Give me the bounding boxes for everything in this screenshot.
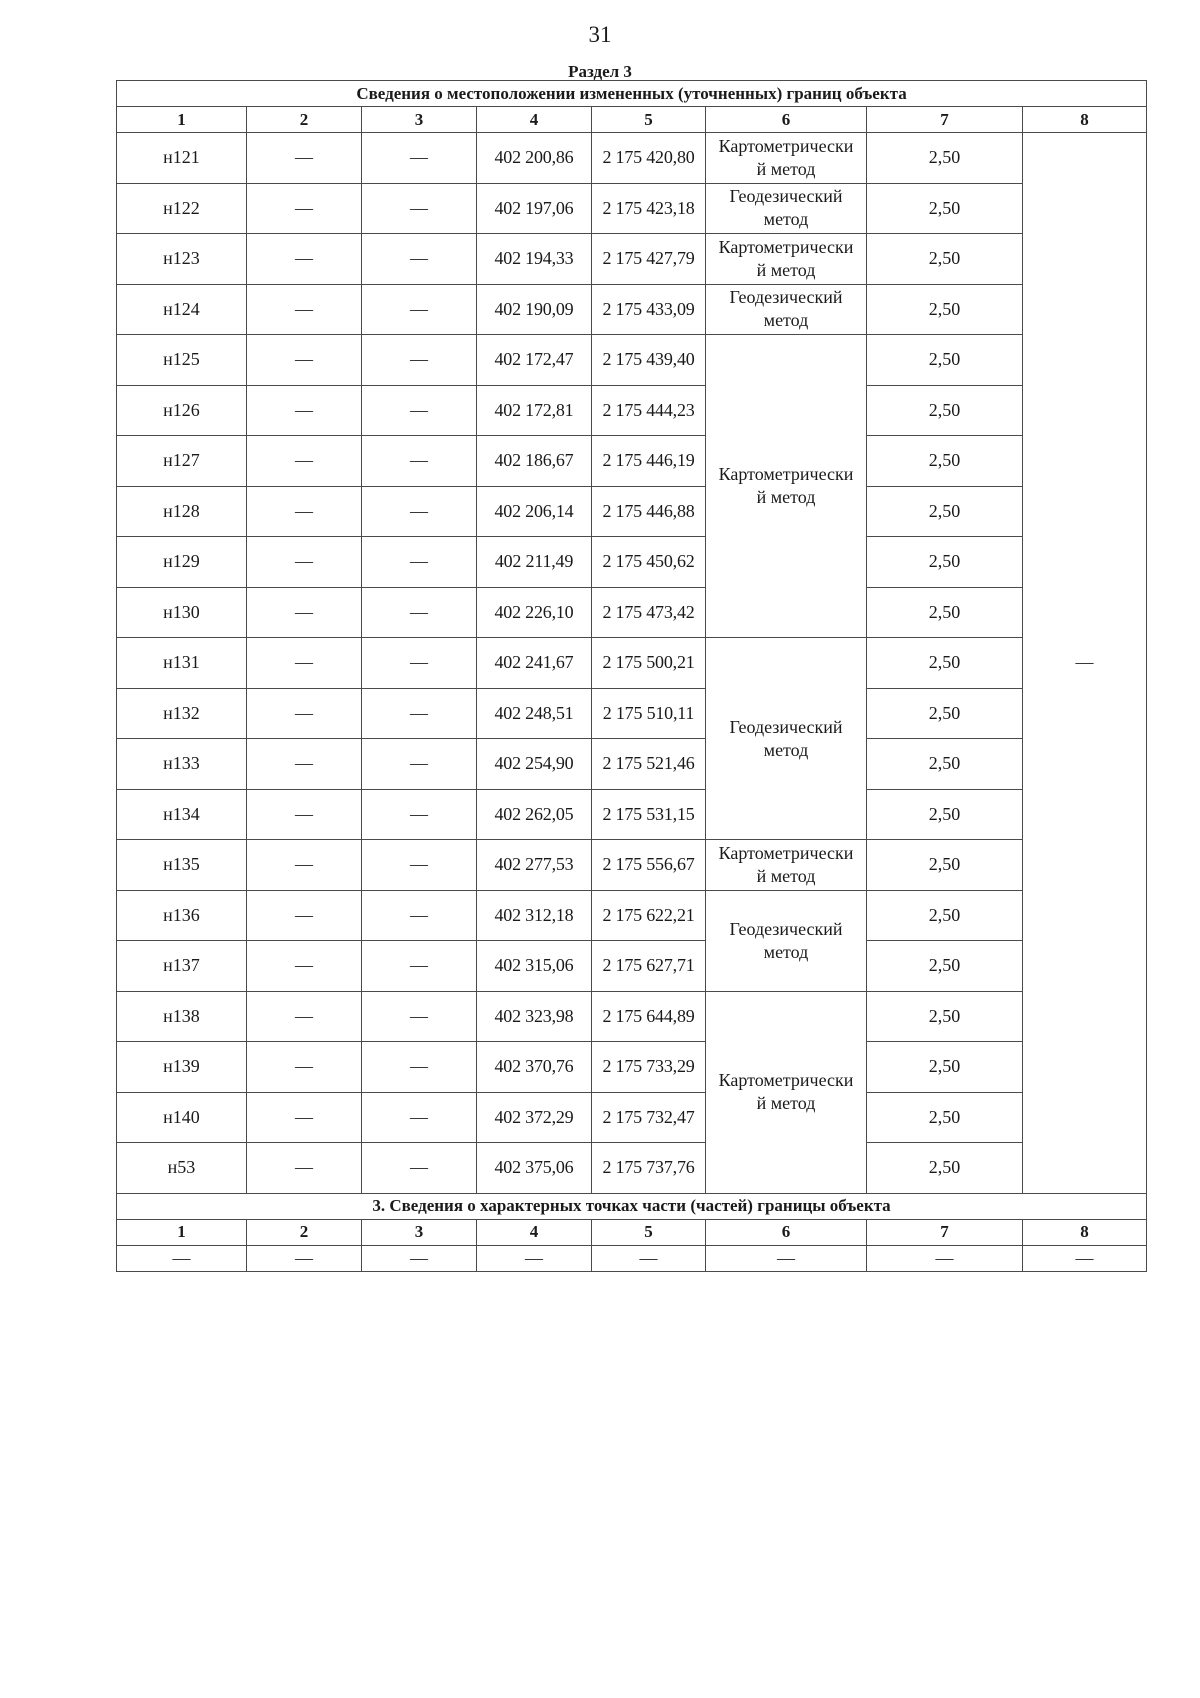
x-coordinate: 402 172,81 [477,385,592,436]
accuracy-value: 2,50 [867,789,1023,840]
point-name: н139 [117,1042,247,1093]
table-row [117,486,1147,537]
column-3-value: — [362,284,477,335]
accuracy-value: 2,50 [867,335,1023,386]
point-name: н53 [117,1143,247,1194]
y-coordinate: 2 175 737,76 [592,1143,706,1194]
method-line-2: метод [763,209,809,230]
empty-cell: — [592,1245,706,1271]
y-coordinate: 2 175 439,40 [592,335,706,386]
determination-method [706,335,867,638]
x-coordinate: 402 262,05 [477,789,592,840]
accuracy-value: 2,50 [867,284,1023,335]
accuracy-value: 2,50 [867,183,1023,234]
x-coordinate: 402 277,53 [477,840,592,891]
point-name: н125 [117,335,247,386]
table-row [117,638,1147,689]
y-coordinate: 2 175 450,62 [592,537,706,588]
y-coordinate: 2 175 510,11 [592,688,706,739]
y-coordinate: 2 175 521,46 [592,739,706,790]
x-coordinate: 402 190,09 [477,284,592,335]
accuracy-value: 2,50 [867,385,1023,436]
x-coordinate: 402 241,67 [477,638,592,689]
y-coordinate: 2 175 733,29 [592,1042,706,1093]
method-line-2: й метод [756,865,816,886]
column-3-value: — [362,486,477,537]
determination-method [706,638,867,840]
column-2-value: — [247,537,362,588]
y-coordinate: 2 175 473,42 [592,587,706,638]
accuracy-value: 2,50 [867,587,1023,638]
x-coordinate: 402 200,86 [477,133,592,184]
column-3-value: — [362,587,477,638]
column-number: 5 [592,1219,706,1245]
x-coordinate: 402 312,18 [477,890,592,941]
x-coordinate: 402 323,98 [477,991,592,1042]
column-3-value: — [362,890,477,941]
column-8-value: — [1023,133,1147,1194]
point-name: н136 [117,890,247,941]
column-3-value: — [362,133,477,184]
column-number: 6 [706,1219,867,1245]
table-row [117,537,1147,588]
empty-cell: — [1023,1245,1147,1271]
point-name: н132 [117,688,247,739]
point-name: н126 [117,385,247,436]
accuracy-value: 2,50 [867,941,1023,992]
point-name: н121 [117,133,247,184]
y-coordinate: 2 175 420,80 [592,133,706,184]
y-coordinate: 2 175 446,88 [592,486,706,537]
empty-cell: — [867,1245,1023,1271]
method-line-1: Геодезический [729,287,843,308]
column-3-value: — [362,436,477,487]
column-number: 7 [867,107,1023,133]
column-number: 3 [362,107,477,133]
empty-cell: — [247,1245,362,1271]
accuracy-value: 2,50 [867,739,1023,790]
method-line-2: й метод [756,259,816,280]
y-coordinate: 2 175 531,15 [592,789,706,840]
empty-cell: — [362,1245,477,1271]
y-coordinate: 2 175 444,23 [592,385,706,436]
column-3-value: — [362,1092,477,1143]
column-number: 6 [706,107,867,133]
determination-method [706,133,867,184]
table-row [117,234,1147,285]
section-title: Раздел 3 [568,62,632,81]
point-name: н135 [117,840,247,891]
column-3-value: — [362,537,477,588]
table-row [117,688,1147,739]
table-row [117,335,1147,386]
column-3-value: — [362,739,477,790]
point-name: н124 [117,284,247,335]
column-number: 4 [477,107,592,133]
method-line-1: Картометрически [718,1070,854,1090]
method-line-2: метод [763,941,809,962]
point-name: н127 [117,436,247,487]
table-row [117,1143,1147,1194]
x-coordinate: 402 372,29 [477,1092,592,1143]
point-name: н131 [117,638,247,689]
accuracy-value: 2,50 [867,991,1023,1042]
x-coordinate: 402 375,06 [477,1143,592,1194]
column-3-value: — [362,385,477,436]
column-number: 2 [247,1219,362,1245]
column-number-row [117,107,1147,133]
method-line-1: Геодезический [729,918,843,939]
column-2-value: — [247,234,362,285]
table-row [117,941,1147,992]
column-3-value: — [362,234,477,285]
page-number: 31 [588,22,612,47]
column-2-value: — [247,335,362,386]
table-row [117,789,1147,840]
x-coordinate: 402 194,33 [477,234,592,285]
table-row [117,133,1147,184]
point-name: н129 [117,537,247,588]
y-coordinate: 2 175 423,18 [592,183,706,234]
column-3-value: — [362,183,477,234]
method-line-1: Картометрически [718,236,854,257]
accuracy-value: 2,50 [867,436,1023,487]
point-name: н122 [117,183,247,234]
table-row [117,991,1147,1042]
x-coordinate: 402 211,49 [477,537,592,588]
table-row [117,840,1147,891]
column-3-value: — [362,1042,477,1093]
column-number: 1 [117,107,247,133]
method-line-2: й метод [756,487,816,507]
accuracy-value: 2,50 [867,688,1023,739]
x-coordinate: 402 370,76 [477,1042,592,1093]
point-name: н138 [117,991,247,1042]
column-number: 7 [867,1219,1023,1245]
y-coordinate: 2 175 446,19 [592,436,706,487]
empty-cell: — [477,1245,592,1271]
section3-title: 3. Сведения о характерных точках части (частей) границы объекта [117,1193,1147,1219]
column-2-value: — [247,183,362,234]
accuracy-value: 2,50 [867,234,1023,285]
column-2-value: — [247,436,362,487]
determination-method [706,991,867,1193]
table-row [117,183,1147,234]
column-2-value: — [247,1092,362,1143]
y-coordinate: 2 175 433,09 [592,284,706,335]
section3-column-number-row [117,1219,1147,1245]
y-coordinate: 2 175 644,89 [592,991,706,1042]
method-line-2: й метод [756,1093,816,1113]
x-coordinate: 402 186,67 [477,436,592,487]
y-coordinate: 2 175 427,79 [592,234,706,285]
y-coordinate: 2 175 556,67 [592,840,706,891]
table-row [117,1092,1147,1143]
method-line-2: метод [763,310,809,331]
determination-method [706,840,867,891]
column-number: 2 [247,107,362,133]
column-3-value: — [362,789,477,840]
column-number: 3 [362,1219,477,1245]
column-2-value: — [247,1143,362,1194]
point-name: н134 [117,789,247,840]
method-line-2: й метод [756,158,816,179]
column-2-value: — [247,890,362,941]
column-2-value: — [247,739,362,790]
method-line-1: Геодезический [729,716,843,737]
y-coordinate: 2 175 627,71 [592,941,706,992]
x-coordinate: 402 206,14 [477,486,592,537]
column-3-value: — [362,991,477,1042]
x-coordinate: 402 254,90 [477,739,592,790]
column-2-value: — [247,385,362,436]
accuracy-value: 2,50 [867,890,1023,941]
x-coordinate: 402 315,06 [477,941,592,992]
empty-cell: — [706,1245,867,1271]
table-row [117,385,1147,436]
column-3-value: — [362,941,477,992]
column-3-value: — [362,840,477,891]
method-line-2: метод [763,739,809,760]
table-title: Сведения о местоположении измененных (уточненных) границ объекта [117,81,1147,107]
column-3-value: — [362,335,477,386]
determination-method [706,284,867,335]
column-2-value: — [247,941,362,992]
column-number: 8 [1023,1219,1147,1245]
table-row [117,1042,1147,1093]
column-number: 5 [592,107,706,133]
column-2-value: — [247,789,362,840]
column-2-value: — [247,1042,362,1093]
accuracy-value: 2,50 [867,1092,1023,1143]
point-name: н130 [117,587,247,638]
column-2-value: — [247,840,362,891]
point-name: н133 [117,739,247,790]
method-line-1: Картометрически [718,464,854,484]
column-2-value: — [247,284,362,335]
x-coordinate: 402 226,10 [477,587,592,638]
y-coordinate: 2 175 500,21 [592,638,706,689]
table-row [117,436,1147,487]
accuracy-value: 2,50 [867,1042,1023,1093]
accuracy-value: 2,50 [867,1143,1023,1194]
x-coordinate: 402 197,06 [477,183,592,234]
column-2-value: — [247,486,362,537]
table-row [117,284,1147,335]
method-line-1: Картометрически [718,135,854,156]
column-3-value: — [362,1143,477,1194]
column-2-value: — [247,638,362,689]
table-row [117,890,1147,941]
column-2-value: — [247,587,362,638]
accuracy-value: 2,50 [867,537,1023,588]
column-2-value: — [247,991,362,1042]
point-name: н128 [117,486,247,537]
point-name: н123 [117,234,247,285]
y-coordinate: 2 175 622,21 [592,890,706,941]
column-3-value: — [362,638,477,689]
method-line-1: Геодезический [729,186,843,207]
boundary-table [116,80,1147,1272]
point-name: н140 [117,1092,247,1143]
determination-method [706,890,867,991]
accuracy-value: 2,50 [867,840,1023,891]
empty-cell: — [117,1245,247,1271]
accuracy-value: 2,50 [867,638,1023,689]
x-coordinate: 402 172,47 [477,335,592,386]
x-coordinate: 402 248,51 [477,688,592,739]
column-3-value: — [362,688,477,739]
column-2-value: — [247,688,362,739]
y-coordinate: 2 175 732,47 [592,1092,706,1143]
table-row [117,739,1147,790]
accuracy-value: 2,50 [867,133,1023,184]
accuracy-value: 2,50 [867,486,1023,537]
method-line-1: Картометрически [718,842,854,863]
determination-method [706,183,867,234]
table-row [117,587,1147,638]
column-number: 4 [477,1219,592,1245]
column-number: 1 [117,1219,247,1245]
point-name: н137 [117,941,247,992]
determination-method [706,234,867,285]
column-number: 8 [1023,107,1147,133]
column-2-value: — [247,133,362,184]
section3-empty-row [117,1245,1147,1271]
